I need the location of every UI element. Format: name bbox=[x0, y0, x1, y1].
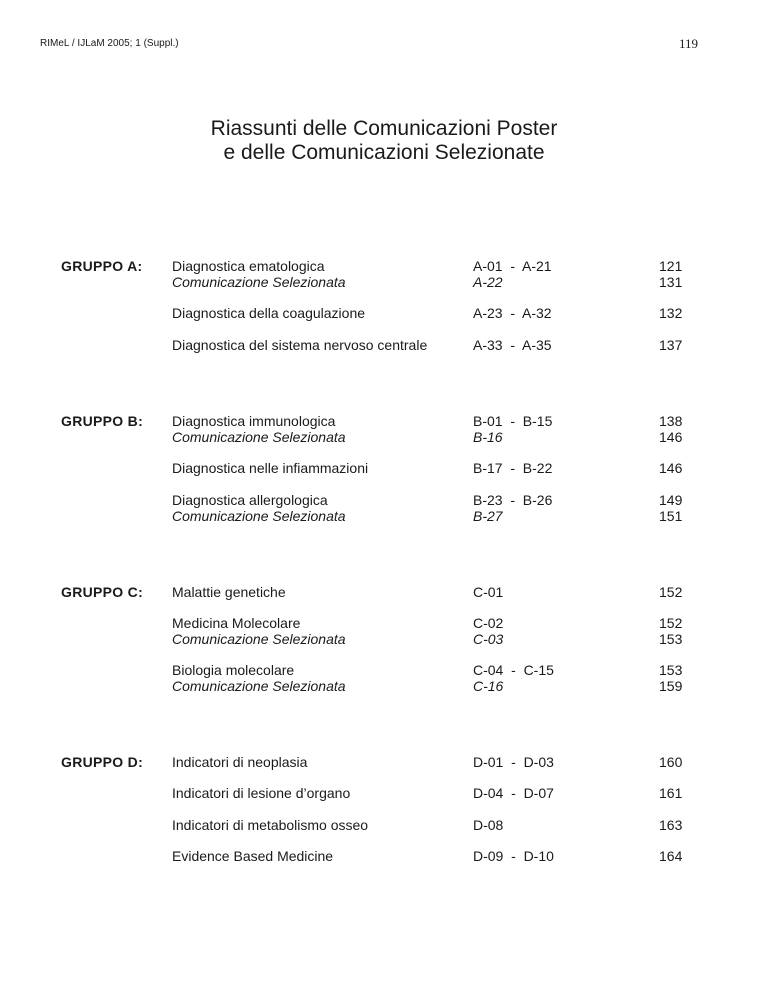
page-ref: 146 bbox=[659, 460, 683, 476]
topic-subtitle: Comunicazione Selezionata bbox=[172, 274, 346, 290]
page-ref-column bbox=[659, 492, 682, 524]
title-line-1: Riassunti delle Comunicazioni Poster bbox=[210, 117, 558, 140]
page-ref: 161 bbox=[659, 785, 683, 801]
selected-page-ref: 151 bbox=[659, 508, 683, 524]
abstract-codes-column bbox=[473, 584, 503, 600]
page-ref: 152 bbox=[659, 615, 683, 631]
page-title bbox=[0, 117, 768, 165]
abstract-codes: D-08 bbox=[473, 817, 504, 833]
abstract-codes: B-17 - B-22 bbox=[473, 460, 553, 476]
page-ref-column bbox=[659, 305, 682, 321]
topic-title-column bbox=[172, 492, 346, 524]
abstract-codes: C-02 bbox=[473, 615, 504, 631]
journal-header: RIMeL / IJLaM 2005; 1 (Suppl.) bbox=[40, 38, 179, 49]
page-ref-column bbox=[659, 662, 682, 694]
topic-title: Diagnostica immunologica bbox=[172, 413, 336, 429]
topic-title-column bbox=[172, 337, 427, 353]
page-ref: 132 bbox=[659, 305, 683, 321]
topic-title: Diagnostica del sistema nervoso centrale bbox=[172, 337, 428, 353]
page-ref-column bbox=[659, 584, 682, 600]
page-ref: 160 bbox=[659, 754, 683, 770]
page-ref: 137 bbox=[659, 337, 683, 353]
abstract-codes: A-33 - A-35 bbox=[473, 337, 552, 353]
page-ref-column bbox=[659, 754, 682, 770]
abstract-codes-column bbox=[473, 848, 554, 864]
abstract-codes: A-23 - A-32 bbox=[473, 305, 552, 321]
page-ref: 163 bbox=[659, 817, 683, 833]
selected-page-ref: 131 bbox=[659, 274, 683, 290]
abstract-codes: C-01 bbox=[473, 584, 504, 600]
abstract-codes: D-01 - D-03 bbox=[473, 754, 554, 770]
group-label: GRUPPO C: bbox=[61, 584, 144, 600]
page-ref: 121 bbox=[659, 258, 683, 274]
selected-code: B-16 bbox=[473, 429, 503, 445]
topic-title: Biologia molecolare bbox=[172, 662, 295, 678]
page-ref-column bbox=[659, 258, 682, 290]
topic-title-column bbox=[172, 817, 368, 833]
abstract-codes-column bbox=[473, 754, 554, 770]
topic-title: Medicina Molecolare bbox=[172, 615, 301, 631]
page-ref-column bbox=[659, 615, 682, 647]
abstract-codes-column bbox=[473, 460, 552, 476]
topic-title-column bbox=[172, 615, 346, 647]
topic-title-column bbox=[172, 785, 350, 801]
topic-title-column bbox=[172, 258, 346, 290]
page-ref-column bbox=[659, 785, 682, 801]
topic-title: Indicatori di metabolismo osseo bbox=[172, 817, 369, 833]
topic-title-column bbox=[172, 584, 286, 600]
selected-code: A-22 bbox=[473, 274, 503, 290]
abstract-codes: B-23 - B-26 bbox=[473, 492, 553, 508]
topic-title-column bbox=[172, 662, 346, 694]
page-ref: 153 bbox=[659, 662, 683, 678]
topic-title: Diagnostica della coagulazione bbox=[172, 305, 366, 321]
page-ref: 152 bbox=[659, 584, 683, 600]
page-ref-column bbox=[659, 848, 682, 864]
abstract-codes: C-04 - C-15 bbox=[473, 662, 554, 678]
topic-subtitle: Comunicazione Selezionata bbox=[172, 508, 346, 524]
page-ref-column bbox=[659, 817, 682, 833]
selected-page-ref: 159 bbox=[659, 678, 683, 694]
topic-title: Diagnostica allergologica bbox=[172, 492, 328, 508]
topic-subtitle: Comunicazione Selezionata bbox=[172, 678, 346, 694]
topic-title-column bbox=[172, 305, 365, 321]
abstract-codes-column bbox=[473, 305, 552, 321]
topic-subtitle: Comunicazione Selezionata bbox=[172, 631, 346, 647]
abstract-codes: D-04 - D-07 bbox=[473, 785, 554, 801]
abstract-codes-column bbox=[473, 337, 552, 353]
selected-page-ref: 146 bbox=[659, 429, 683, 445]
topic-title: Diagnostica nelle infiammazioni bbox=[172, 460, 369, 476]
topic-subtitle: Comunicazione Selezionata bbox=[172, 429, 346, 445]
topic-title: Evidence Based Medicine bbox=[172, 848, 334, 864]
abstract-codes-column bbox=[473, 492, 552, 524]
page-ref: 164 bbox=[659, 848, 683, 864]
page-ref-column bbox=[659, 413, 682, 445]
title-line-2: e delle Comunicazioni Selezionate bbox=[223, 141, 545, 164]
abstract-codes-column bbox=[473, 258, 552, 290]
topic-title: Diagnostica ematologica bbox=[172, 258, 325, 274]
page-ref: 138 bbox=[659, 413, 683, 429]
topic-title-column bbox=[172, 460, 368, 476]
page-ref-column bbox=[659, 460, 682, 476]
group-label: GRUPPO A: bbox=[61, 258, 143, 274]
topic-title: Indicatori di lesione d’organo bbox=[172, 785, 351, 801]
selected-page-ref: 153 bbox=[659, 631, 683, 647]
group-label: GRUPPO B: bbox=[61, 413, 144, 429]
selected-code: C-03 bbox=[473, 631, 504, 647]
topic-title: Indicatori di neoplasia bbox=[172, 754, 308, 770]
page-ref-column bbox=[659, 337, 682, 353]
abstract-codes-column bbox=[473, 662, 554, 694]
topic-title: Malattie genetiche bbox=[172, 584, 286, 600]
topic-title-column bbox=[172, 413, 346, 445]
abstract-codes-column bbox=[473, 413, 552, 445]
topic-title-column bbox=[172, 848, 333, 864]
page-ref: 149 bbox=[659, 492, 683, 508]
topic-title-column bbox=[172, 754, 307, 770]
abstract-codes: A-01 - A-21 bbox=[473, 258, 552, 274]
selected-code: B-27 bbox=[473, 508, 503, 524]
page-number: 119 bbox=[678, 36, 698, 51]
abstract-codes-column bbox=[473, 615, 503, 647]
abstract-codes: D-09 - D-10 bbox=[473, 848, 554, 864]
abstract-codes-column bbox=[473, 785, 554, 801]
group-label: GRUPPO D: bbox=[61, 754, 144, 770]
abstract-codes-column bbox=[473, 817, 503, 833]
abstract-codes: B-01 - B-15 bbox=[473, 413, 553, 429]
selected-code: C-16 bbox=[473, 678, 504, 694]
